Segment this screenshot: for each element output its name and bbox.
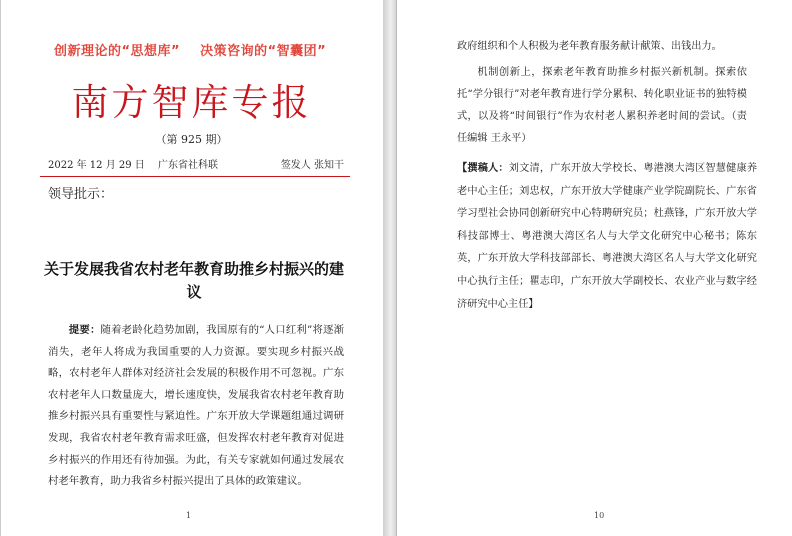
contributors-text: 刘文清，广东开放大学校长、粤港澳大湾区智慧健康养老中心主任；刘忠权，广东开放大学健康产业学院副院长、广东省学习型社会协同创新研究中心特聘研究员；杜燕锋，广东开放大学科技部博士、粤港澳大湾区名人与大学文化研究中心秘书；陈东英，广东开放大学科技部部长、粤港澳大湾区名人与大学文化研究中心执行主任；瞿志印，广东开放大学副校长、农业产业与数字经济研究中心主任】 [457,163,758,310]
article-title: 关于发展我省农村老年教育助推乡村振兴的建议 [44,260,345,301]
page-number-right: 10 [594,511,605,520]
continuation-text: 政府组织和个人积极为老年教育服务献计献策、出钱出力。 [457,41,722,52]
slogan [54,40,354,59]
page-number-left: 1 [186,511,192,520]
report-date: 2022 年 12 月 29 日 [48,160,145,171]
abstract-label: 提要： [68,324,101,336]
mechanism-paragraph: 机制创新上，探索老年教育助推乡村振兴新机制。探索依托“学分银行”对老年教育进行学分累积、转化职业证书的独特模式，以及将“时间银行”作为农村老人累积养老时间的尝试。（责任编辑 王永平） [457,67,747,144]
book-gutter [383,0,396,536]
abstract-text: 随着老龄化趋势加剧，我国原有的“人口红利”将逐渐消失，老年人将成为我国重要的人力资源。要实现乡村振兴战略，农村老年人群体对经济社会发展的积极作用不可忽视。广东农村老年人口数量庞大，增长速度快，发展我省农村老年教育助推乡村振兴具有重要性与紧迫性。广东开放大学课题组通过调研发现，我省农村老年教育需求旺盛，但发挥农村老年教育对促进乡村振兴的作用还有待加强。为此，有关专家就如何通过发展农村老年教育，助力我省乡村振兴提出了具体的政策建议。 [48,324,345,488]
right-page [396,0,792,536]
leader-note-label: 领导批示： [48,187,114,202]
slogan-1: 创新理论的“思想库” [54,44,181,59]
header-rule [40,176,350,177]
abstract [48,320,344,493]
contributors-block [457,158,757,316]
left-page [0,0,383,536]
issue-number: （第 925 期） [155,133,228,146]
report-signer: 签发人 张知干 [280,160,344,171]
masthead-title: 南方智库专报 [71,81,312,124]
slogan-2: 决策咨询的“智囊团” [200,44,327,59]
report-org: 广东省社科联 [158,160,218,171]
contributors-label: 【撰稿人： [457,163,509,174]
